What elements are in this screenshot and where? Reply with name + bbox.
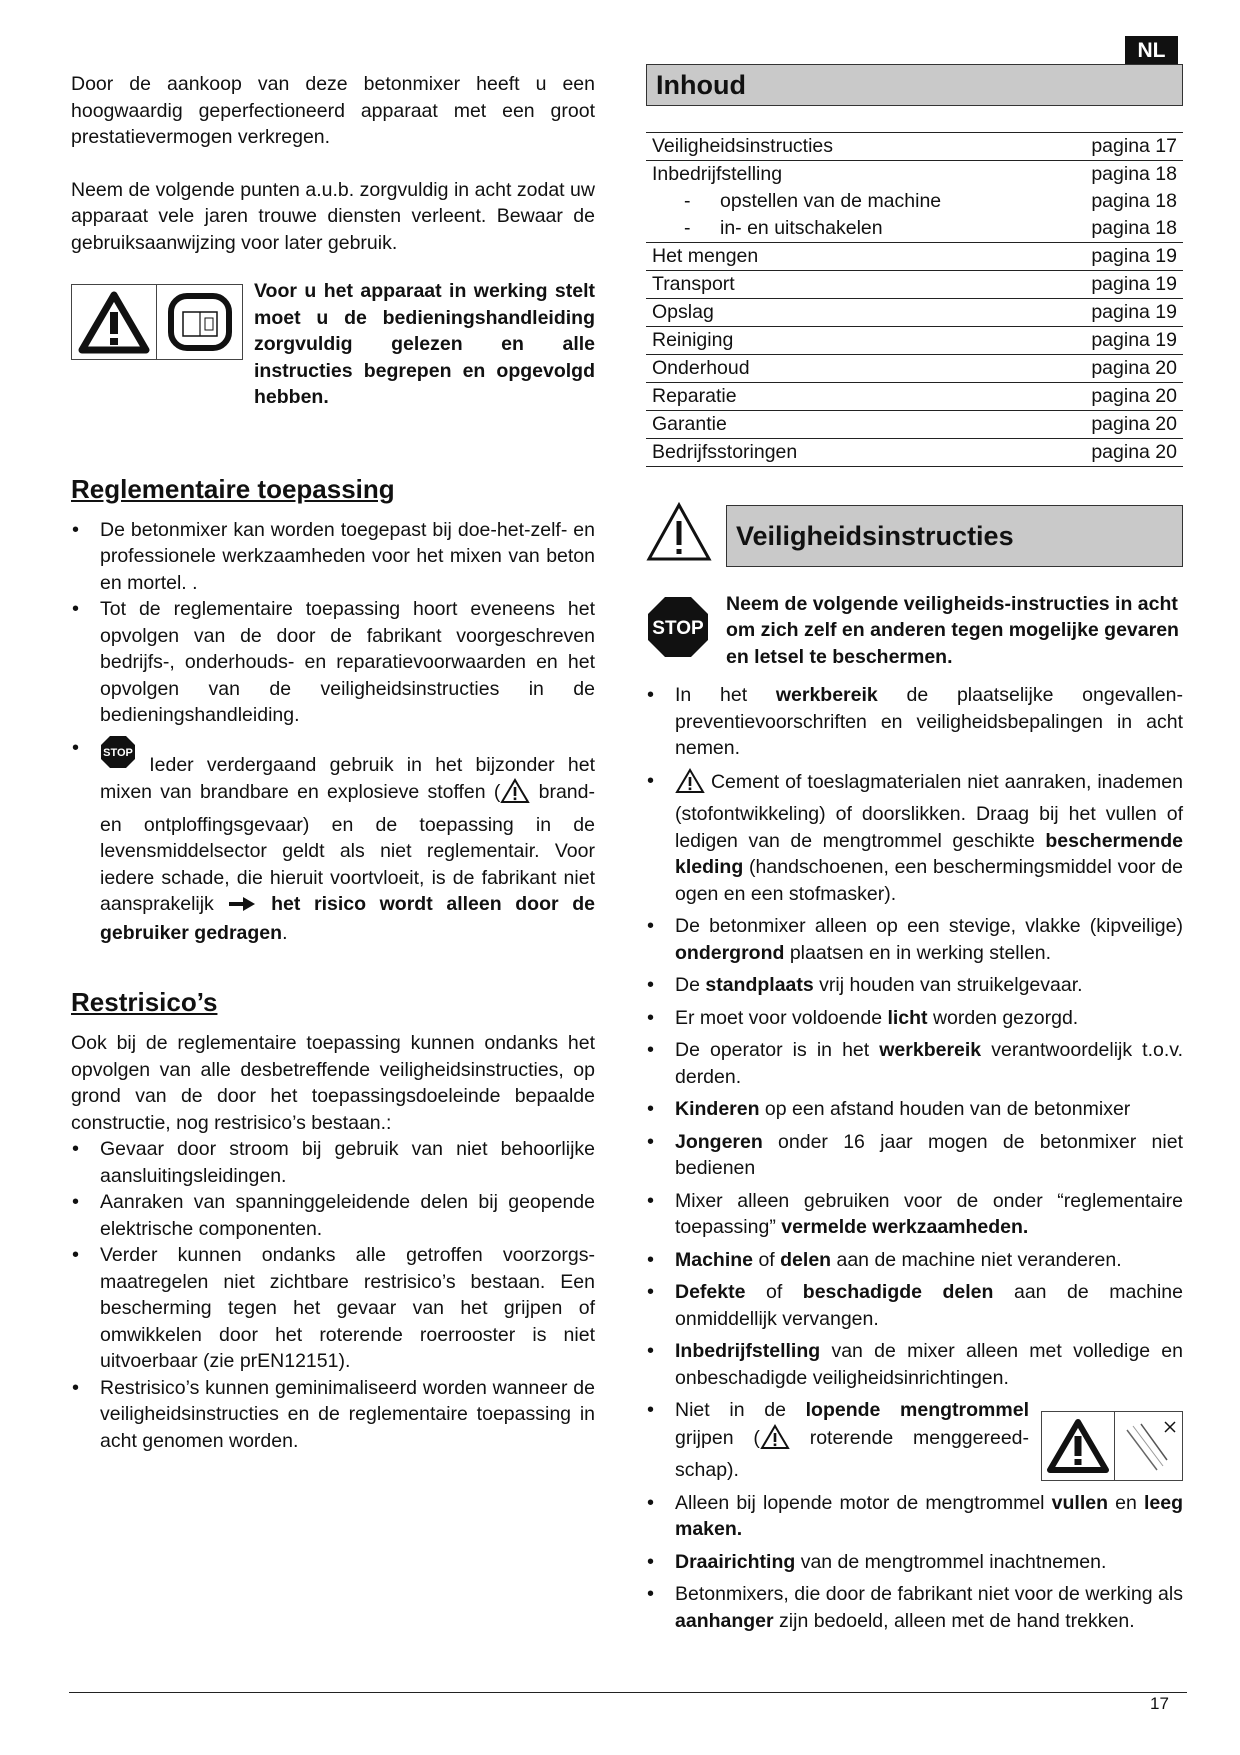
list-item: • Inbedrijfstelling van de mixer alleen met volledige en onbeschadigde veiligheidsinrichtingen. — [646, 1338, 1183, 1391]
toc-row: - in- en uitschakelen pagina 18 — [646, 215, 1183, 243]
table-of-contents — [646, 132, 1183, 467]
list-item: • Restrisico’s kunnen geminimaliseerd worden wanneer de veiligheidsinstructies en de reglementaire toepassing in acht genomen worden. — [71, 1375, 595, 1455]
warning-triangle-icon — [675, 768, 705, 802]
list-item: • Kinderen op een afstand houden van de betonmixer — [646, 1096, 1183, 1123]
toc-row: Het mengen pagina 19 — [646, 243, 1183, 271]
list-item: • De betonmixer kan worden toegepast bij doe-het-zelf- en professionele werkzaamheden voor het mixen van beton en mortel. . — [71, 517, 595, 597]
list-item: • Tot de reglementaire toepassing hoort eveneens het opvolgen van de door de fabrikant voorgeschreven bedrijfs-, onderhouds- en reparatievoorwaarden en het opvolgen van de veiligheidsinstructies in de bedieningshandleiding. — [71, 596, 595, 729]
safety-heading: Veiligheidsinstructies — [726, 505, 1183, 567]
svg-text:STOP: STOP — [652, 617, 704, 639]
rotating-tool-warning-box — [1041, 1411, 1183, 1481]
toc-row: Onderhoud pagina 20 — [646, 355, 1183, 383]
list-item: • Niet in de lopende mengtrommel grijpen ( roterende menggereed-schap). — [646, 1397, 1183, 1484]
safety-list — [646, 682, 1183, 1634]
list-item: • Alleen bij lopende motor de mengtrommel vullen en leeg maken. — [646, 1490, 1183, 1543]
warning-triangle-icon — [1042, 1412, 1115, 1480]
toc-row: - opstellen van de machine pagina 18 — [684, 190, 1177, 212]
stop-icon — [646, 591, 726, 671]
list-item: • De betonmixer alleen op een stevige, vlakke (kipveilige) ondergrond plaatsen en in werking stellen. — [646, 913, 1183, 966]
list-item: • STOP Ieder verdergaand gebruik in het bijzonder het mixen van brandbare en explosieve stoffen ( brand- en ontploffingsgevaar) en de toepassing in de levensmiddelsector geldt als niet reglementair. Voor iedere schade, die hieruit voortvloeit, is de fabrikant niet aansprakelijk het risico wordt alleen door de gebruiker gedragen. — [71, 735, 595, 947]
list-item: • Mixer alleen gebruiken voor de onder “reglementaire toepassing” vermelde werkzaamheden. — [646, 1188, 1183, 1241]
svg-text:STOP: • STOP — [103, 746, 133, 759]
list-item: • De standplaats vrij houden van struikelgevaar. — [646, 972, 1183, 999]
list-item: • Er moet voor voldoende licht worden gezorgd. — [646, 1005, 1183, 1032]
list-item: • Betonmixers, die door de fabrikant niet voor de werking als aanhanger zijn bedoeld, alleen met de hand trekken. — [646, 1581, 1183, 1634]
list-item: • Aanraken van spanninggeleidende delen bij geopende elektrische componenten. — [71, 1189, 595, 1242]
toc-row: Inbedrijfstelling pagina 18 — [652, 163, 1177, 185]
reglementair-heading: Reglementaire toepassing — [71, 473, 395, 504]
toc-row: Transport pagina 19 — [646, 271, 1183, 299]
warning-icon-box — [71, 284, 243, 360]
left-column — [71, 71, 595, 1454]
list-item: • De operator is in het werkbereik verantwoordelijk t.o.v. derden. — [646, 1037, 1183, 1090]
manual-warning-block — [71, 278, 595, 411]
list-item: • Verder kunnen ondanks alle getroffen voorzorgs-maatregelen niet zichtbare restrisico’s bestaan. Een bescherming tegen het gevaar van het grijpen of omwikkelen door het roterende roerrooster is niet uitvoerbaar (zie prEN12151). — [71, 1242, 595, 1375]
reglementair-list — [71, 517, 595, 947]
stop-icon — [100, 735, 136, 777]
right-column — [646, 64, 1183, 1640]
warning-triangle-icon — [500, 778, 530, 812]
intro-paragraph-2: Neem de volgende punten a.u.b. zorgvuldig in acht zodat uw apparaat vele jaren trouwe diensten verleent. Bewaar de gebruiksaanwijzing voor later gebruik. — [71, 178, 595, 254]
toc-row: Bedrijfsstoringen pagina 20 — [646, 439, 1183, 467]
manual-warning-text: Voor u het apparaat in werking stelt moet u de bedieningshandleiding zorgvuldig gelezen en alle instructies begrepen en opgevolgd hebben. — [254, 280, 595, 408]
restrisico-intro: Ook bij de reglementaire toepassing kunnen ondanks het opvolgen van alle desbetreffende veiligheidsinstructies, op grond van de door het toepassingsdoeleinde bepaalde constructie, nog restrisico’s bestaan.: — [71, 1032, 595, 1134]
read-manual-icon — [157, 285, 242, 359]
toc-row: Veiligheidsinstructies pagina 17 — [646, 133, 1183, 161]
language-badge: NL — [1125, 36, 1178, 66]
list-item: • In het werkbereik de plaatselijke ongevallen-preventievoorschriften en veiligheidsbepalingen in acht nemen. — [646, 682, 1183, 762]
footer-divider — [69, 1692, 1187, 1693]
safety-header — [646, 501, 1183, 571]
restrisico-list — [71, 1136, 595, 1454]
list-item: • Defekte of beschadigde delen aan de machine onmiddellijk vervangen. — [646, 1279, 1183, 1332]
toc-row: Garantie pagina 20 — [646, 411, 1183, 439]
toc-row: Reparatie pagina 20 — [646, 383, 1183, 411]
toc-heading: Inhoud — [646, 64, 1183, 106]
toc-row: Reiniging pagina 19 — [646, 327, 1183, 355]
list-item: • Draairichting van de mengtrommel inachtnemen. — [646, 1549, 1183, 1576]
toc-row: Opslag pagina 19 — [646, 299, 1183, 327]
warning-triangle-icon — [646, 501, 726, 571]
arrow-right-icon — [227, 893, 257, 920]
list-item: • Jongeren onder 16 jaar mogen de betonmixer niet bedienen — [646, 1129, 1183, 1182]
list-item: • Cement of toeslagmaterialen niet aanraken, inademen (stofontwikkeling) of doorslikken. Draag bij het vullen of ledigen van de mengtrommel geschikte beschermende kleding (handschoenen, een beschermingsmiddel voor de ogen en een stofmasker). — [646, 768, 1183, 908]
intro-paragraph-1: Door de aankoop van deze betonmixer heeft u een hoogwaardig geperfectioneerd apparaat met een groot prestatievermogen verkregen. — [71, 73, 595, 148]
stop-notice-text: Neem de volgende veiligheids-instructies in acht om zich zelf en anderen tegen mogelijke gevaren en letsel te beschermen. — [726, 592, 1179, 668]
warning-triangle-icon — [72, 285, 157, 359]
warning-triangle-icon — [760, 1424, 790, 1458]
stop-notice — [646, 591, 1183, 671]
restrisico-heading: Restrisico’s — [71, 987, 218, 1017]
list-item: • Gevaar door stroom bij gebruik van niet behoorlijke aansluitingsleidingen. — [71, 1136, 595, 1189]
rotating-tool-icon — [1115, 1412, 1182, 1480]
list-item: • Machine of delen aan de machine niet veranderen. — [646, 1247, 1183, 1274]
page-number: 17 — [1150, 1694, 1169, 1713]
